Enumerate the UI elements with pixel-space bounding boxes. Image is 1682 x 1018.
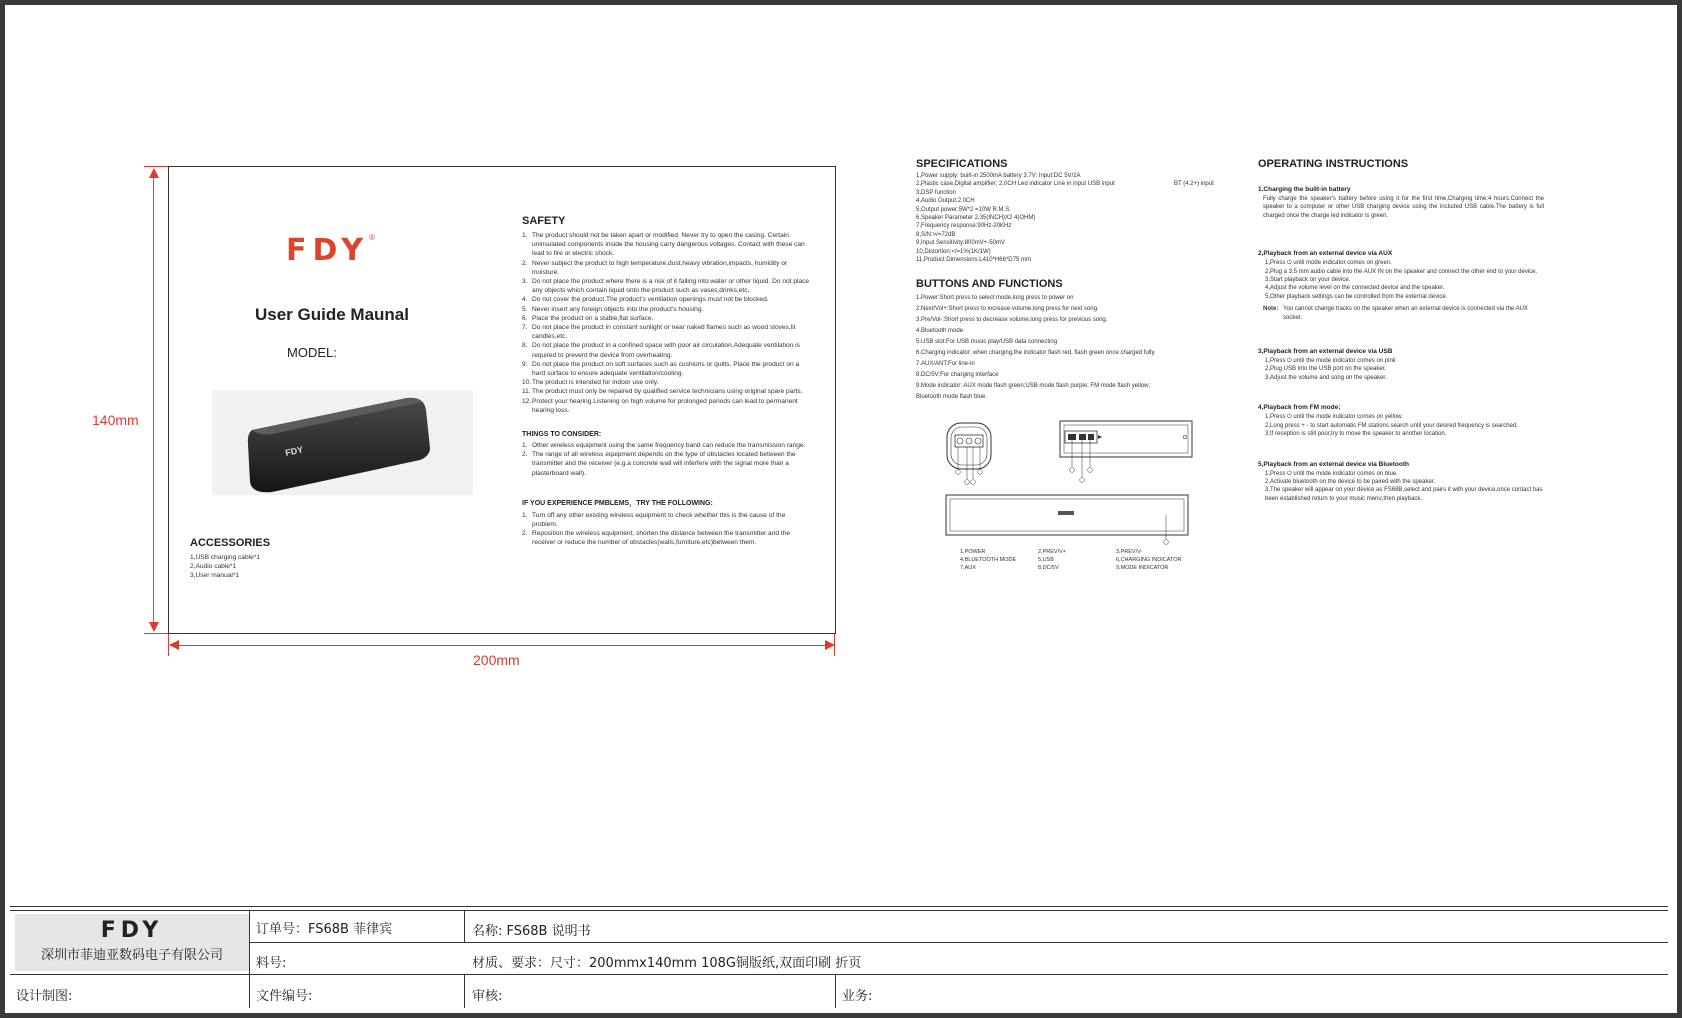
height-label: 140mm	[92, 412, 139, 428]
consider-item: 1. Other wireless equipment using the same frequency band can reduce the transmission range.	[522, 442, 806, 450]
button-function-item: 8.DC/5V:For charging interface	[916, 372, 999, 379]
operating-heading: OPERATING INSTRUCTIONS	[1258, 158, 1409, 170]
safety-item: 5. Never insert any foreign objects into the product's housing.	[522, 305, 704, 313]
safety-section	[522, 215, 812, 548]
operating-section-aux: 2,Playback from an external device via AUX 1,Press ⏻ until mode indicator comes on green. 2,Plug a 3.5 mm audio cable into the AUX IN on the speaker and connect the other end to your device. 3,Start playback on your device. 4,Adjust the volume level on the connected device and the speaker. 5,Other playback settings can be controlled from the external device. Note: You cannot change tracks on the speaker when an external device is connected via the AUX socket.	[1258, 250, 1544, 322]
safety-item: 9. Do not place the product on soft surfaces such as cushions or quilts. Place the product on a hard surface to ensure adequate ventilation/cooling.	[522, 360, 800, 378]
operating-section-usb: 3,Playback from an external device via USB 1,Press ⏻ until the mode indicator comes on pink 2,Plug USB into the USB port on the speaker. 3,Adjust the volume and song on the speaker.	[1258, 348, 1396, 381]
safety-item: 3. Do not place the product where there is a risk of it falling into water or other liquid. Do not place any objects which contain liquid onto the product such as vases,drinks,etc.	[522, 278, 810, 295]
document-name: 名称: FS68B 说明书	[472, 924, 591, 939]
cover-panel	[168, 166, 836, 634]
button-function-item: 5.USB slot:For USB music play/USB data connecting	[916, 339, 1058, 346]
accessories-section	[190, 537, 270, 581]
consider-heading: THINGS TO CONSIDER:	[522, 431, 602, 439]
accessories-heading: ACCESSORIES	[190, 537, 271, 549]
specs-heading: SPECIFICATIONS	[916, 158, 1008, 170]
buttons-heading: BUTTONS AND FUNCTIONS	[916, 278, 1063, 291]
safety-item: 11. The product must only be repaired by qualified service technicians using original spare parts.	[522, 388, 803, 396]
accessory-item: 2,Audio cable*1	[190, 563, 237, 571]
accessory-item: 3,User manual*1	[190, 572, 240, 580]
problems-item: 2. Reposition the wireless equipment, shorten the distance between the transmitter and the receiver or reduce the number of obstacles(walls,furniture,etc)between them.	[522, 530, 791, 547]
spec-item: 10,Distortion:</=1%(1K/1W)	[916, 248, 991, 255]
legend-item: 6,CHARGING INDICATOR	[1116, 557, 1182, 563]
file-number: 文件编号:	[256, 989, 313, 1004]
spec-item: 6,Speaker Parameter 2,35(INCH)X2 4(OHM)	[916, 215, 1036, 222]
problems-item: 1. Turn off any other existing wireless equipment to check whether this is the cause of the problem.	[522, 511, 786, 529]
spec-item: 7,Frequency response:90Hz-20KHz	[916, 223, 1012, 230]
legend-item: 2,PREV/V+	[1038, 549, 1066, 555]
legend-item: 4,BLUETOOTH MODE	[960, 557, 1017, 563]
spec-item: 4,Audio Output:2.0CH	[916, 198, 975, 205]
legend-item: 8,DC/5V	[1038, 565, 1059, 571]
safety-item: 4. Do not cover the product.The product's ventilation openings must not be blocked.	[522, 296, 769, 304]
spec-bt-note: BT (4.2+) input	[1174, 181, 1214, 187]
spec-item: 3,DSP function	[916, 189, 956, 196]
model-label: MODEL:	[287, 345, 337, 360]
business-label: 业务:	[842, 989, 873, 1004]
order-number: 订单号：FS68B 菲律宾	[256, 922, 393, 937]
title-block	[10, 906, 1668, 1008]
safety-item: 7. Do not place the product in constant sunlight or near naked flames such as wood stoves,lit candles,etc.	[522, 324, 796, 341]
aux-note: Note: You cannot change tracks on the speaker when an external device is connected via the AUX socket.	[1263, 306, 1528, 321]
button-function-item: 4.Bluetooth mode	[916, 328, 964, 335]
legend-item: 9,MODE INDICATOR	[1116, 565, 1169, 571]
safety-item: 1. The product should not be taken apart or modified. Never try to open the casing. Certain uninsulated components inside the housing carry dangerous voltages. Contact with these can lead to fire or electric shock.	[522, 232, 805, 258]
consider-item: 2. The range of all wireless equipment depends on the type of obstacles located between the transmitter and the receiver (e.g.a concrete wall will interfere with the signal more than a plasterboard wall).	[522, 451, 796, 477]
spec-item: 11,Product Dimensions:L410*H66*D75 mm	[916, 257, 1031, 264]
legend-item: 5,USB	[1038, 557, 1054, 563]
product-logo: FDY	[284, 444, 305, 458]
button-legend	[960, 548, 1210, 572]
accessory-item: 1,USB charging cable*1	[190, 554, 261, 561]
legend-item: 1,POWER	[960, 549, 986, 555]
cover-logo: FDY®	[286, 232, 375, 268]
material-number: 料号:	[256, 956, 287, 971]
operating-section-bluetooth: 5,Playback from an external device via Bluetooth 1,Press ⏻ until the mode indicator comes on blue. 2,Activate bluetooth on the device to be paired with the speaker. 3,The speaker will appear on your device as FS68B,select and pairs it with your device,once contact has been established return to your music menu,then playback.	[1258, 460, 1543, 502]
spec-item: 8,S/N:>/=72dB	[916, 231, 956, 238]
operating-section-charging: 1.Charging the built-in battery Fully charge the speaker's battery before using it for the first time,Charging time:4 hours.Connect the speaker to a computer or other USB charging device using the included USB cable.The battery is full charged once the charge led indicator is green.	[1258, 186, 1544, 219]
spec-item: 2,Plastic case,Digital amplifier; 2,0CH Led indicator Line in input USB input	[916, 181, 1115, 188]
spec-item: 9,Input Sensitivity:800mV+-50mV	[916, 240, 1005, 247]
specs-column	[916, 158, 1226, 403]
operating-column	[1258, 158, 1544, 503]
legend-item: 7,AUX	[960, 565, 976, 571]
width-label: 200mm	[473, 652, 520, 668]
footer-logo: FDY	[100, 918, 164, 943]
safety-item: 8. Do not place the product in a confined space with poor air circulation.Adequate ventilation is required to prevent the device from overheating.	[522, 342, 800, 359]
review-label: 审核:	[472, 989, 503, 1004]
safety-item: 10. The product is intended for indoor use only.	[522, 379, 659, 387]
safety-item: 2. Never subject the product to high temperature,dust,heavy vibration,impacts, humidity or moisture.	[522, 259, 788, 276]
material-requirements: 材质、要求：尺寸：200mmx140mm 108G铜版纸,双面印刷 折页	[472, 956, 862, 971]
operating-section-fm: 4,Playback from FM mode; 1,Press ⏻ until the mode indicator comes on yellow. 2,Long press + - to start automatic FM stations search until your desired frequency is searched. 3,If reception is still poor,try to move the speaker to another location.	[1258, 404, 1518, 438]
cover-title: User Guide Maunal	[255, 305, 409, 324]
company-block	[15, 914, 249, 971]
button-function-item: 7.AUX/ANT:For line-in	[916, 361, 975, 368]
product-image	[212, 390, 473, 495]
spec-item: 1,Power supply: built-in 2500mA battery 3.7V; Input:DC 5V/2A	[916, 173, 1081, 179]
safety-item: 12. Protect your hearing.Listening on high volume for prolonged periods can lead to permanent hearing loss.	[522, 397, 798, 414]
button-function-item: 9.Mode indicator: AUX mode flash green;USB mode flash purple; FM mode flash yellow; Bluetooth mode flash blue.	[916, 383, 1151, 401]
company-name: 深圳市菲迪亚数码电子有限公司	[40, 948, 223, 963]
button-function-item: 2.Next/Vol+:Short press to increase volume,long press for next song.	[916, 306, 1099, 313]
button-function-item: 6.Charging indicator: when charging,the indicator flash red, flash green once charged fully.	[916, 350, 1156, 357]
problems-heading: IF YOU EXPERIENCE PMBLEMS，TRY THE FOLLOWING:	[522, 499, 713, 507]
button-function-item: 3.Pre/Vol-:Short press to decrease volume,long press for previous song.	[916, 317, 1108, 324]
safety-heading: SAFETY	[522, 215, 566, 227]
designer-label: 设计制图:	[16, 989, 73, 1004]
spec-item: 5,Output power:5W*2 =10W R.M.S.	[916, 206, 1011, 213]
legend-item: 3,PREV/V-	[1116, 549, 1143, 555]
button-function-item: 1.Power:Short press to select mode,long press to power on	[916, 295, 1074, 302]
safety-item: 6. Place the product on a stable,flat surface.	[522, 314, 654, 322]
